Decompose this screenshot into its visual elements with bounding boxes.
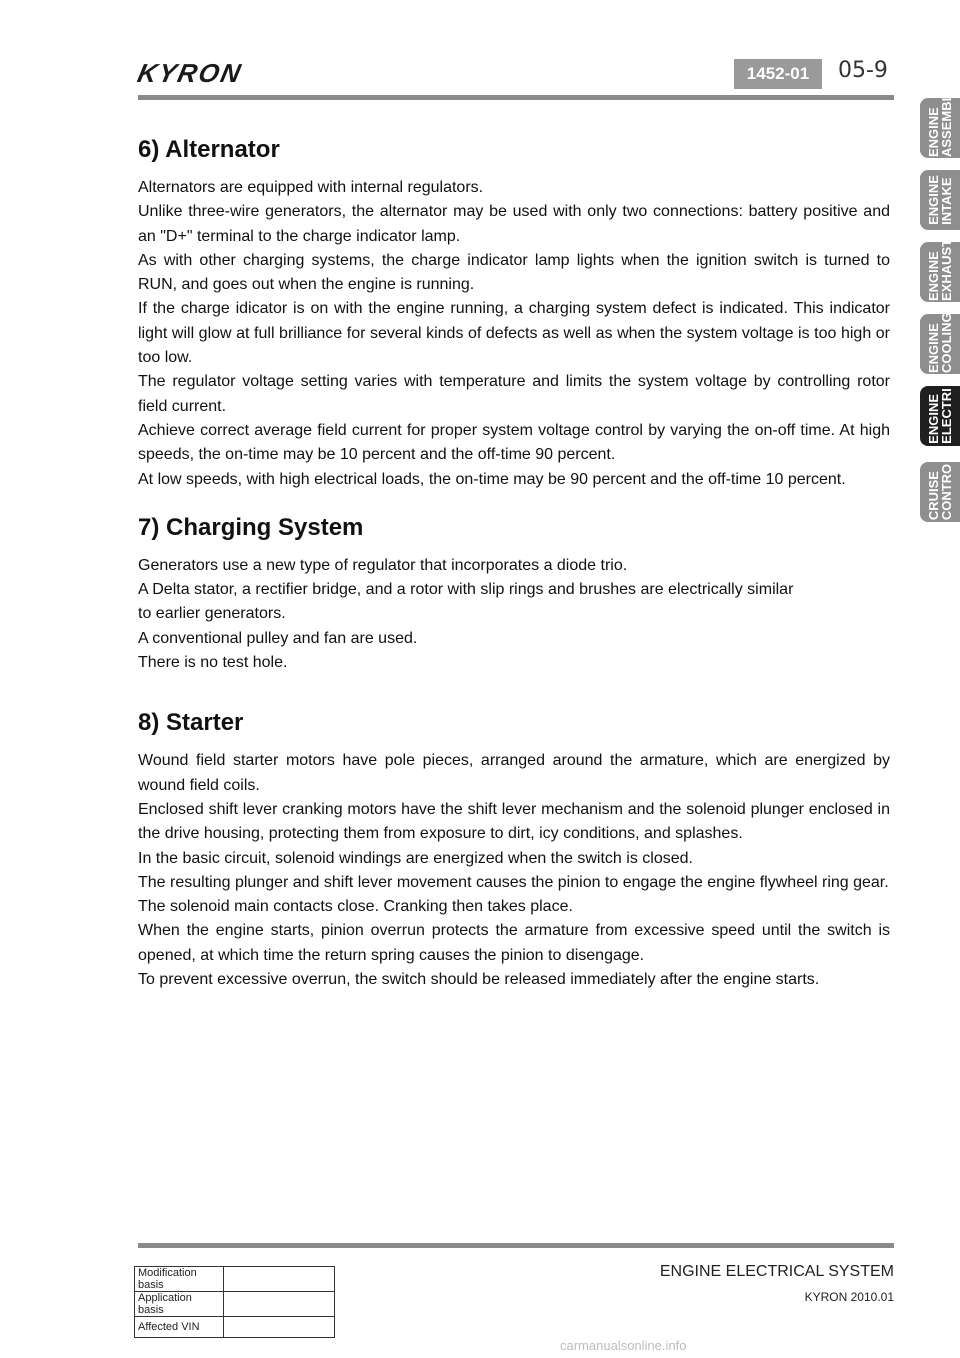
paragraph: To prevent excessive overrun, the switch should be released immediately after the engine starts. bbox=[138, 971, 820, 989]
paragraph: At low speeds, with high electrical loads, the on-time may be 90 percent and the off-time 10 percent. bbox=[138, 470, 846, 488]
section-alternator bbox=[138, 130, 890, 492]
table-value bbox=[224, 1292, 335, 1317]
paragraph: Enclosed shift lever cranking motors have the shift lever mechanism and the solenoid plunger enclosed in the drive housing, protecting them from exposure to dirt, icy conditions, and splashes. bbox=[138, 800, 890, 843]
paragraph: Achieve correct average field current for proper system voltage control by varying the on-off time. At high speeds, the on-time may be 10 percent and the off-time 90 percent. bbox=[138, 421, 890, 464]
tab-label-line2: ASSEMBL bbox=[939, 93, 954, 157]
section-heading: 8) Starter bbox=[138, 709, 244, 737]
section-starter bbox=[138, 703, 890, 992]
watermark: carmanualsonline.info bbox=[560, 1338, 687, 1353]
tab-label-line1: ENGINE bbox=[926, 393, 941, 444]
tab-label-line2: INTAKE bbox=[939, 177, 954, 225]
table-label: Affected VIN bbox=[135, 1317, 224, 1338]
paragraph: Wound field starter motors have pole pieces, arranged around the armature, which are energized by wound field coils. bbox=[138, 752, 890, 794]
table-row bbox=[135, 1292, 335, 1317]
footer-title: ENGINE ELECTRICAL SYSTEM bbox=[659, 1263, 894, 1280]
tab-label-line1: ENGINE bbox=[926, 107, 941, 157]
section-charging-system bbox=[138, 508, 890, 675]
tab-label-line1: CRUISE bbox=[926, 471, 941, 521]
paragraph: A Delta stator, a rectifier bridge, and a rotor with slip rings and brushes are electrically similar bbox=[138, 581, 794, 599]
paragraph: Alternators are equipped with internal regulators. bbox=[138, 179, 484, 196]
tab-engine-intake[interactable] bbox=[920, 170, 960, 230]
paragraph: A conventional pulley and fan are used. bbox=[138, 629, 418, 647]
table-label: Application basis bbox=[135, 1292, 224, 1317]
tab-label-line1: ENGINE bbox=[926, 175, 941, 225]
table-label: Modification basis bbox=[135, 1267, 224, 1292]
footer-subtitle: KYRON 2010.01 bbox=[804, 1290, 894, 1304]
paragraph: There is no test hole. bbox=[138, 654, 288, 672]
tab-engine-exhaust[interactable] bbox=[920, 238, 960, 302]
table-row bbox=[135, 1267, 335, 1292]
paragraph: Generators use a new type of regulator that incorporates a diode trio. bbox=[138, 556, 628, 574]
section-heading: 6) Alternator bbox=[138, 136, 280, 163]
tab-engine-cooling[interactable] bbox=[920, 314, 960, 374]
tab-cruise-control[interactable] bbox=[920, 462, 960, 522]
paragraph: Unlike three-wire generators, the alternator may be used with only two connections: battery positive and an "D+" terminal to the charge indicator lamp. bbox=[138, 203, 890, 245]
tab-label-line2: CONTRO bbox=[939, 463, 954, 521]
paragraph: The regulator voltage setting varies with temperature and limits the system voltage by controlling rotor field current. bbox=[138, 373, 890, 415]
paragraph: The resulting plunger and shift lever movement causes the pinion to engage the engine flywheel ring gear. bbox=[138, 873, 889, 891]
table-value bbox=[224, 1267, 335, 1292]
tab-label-line2: ELECTRI bbox=[939, 388, 954, 444]
table-row bbox=[135, 1317, 335, 1338]
document-code-badge: 1452-01 bbox=[734, 59, 822, 89]
page-number: 05-9 bbox=[838, 58, 888, 83]
section-heading: 7) Charging System bbox=[138, 513, 364, 541]
paragraph: If the charge idicator is on with the engine running, a charging system defect is indicated. This indicator light will glow at full brilliance for several kinds of defects as well as when the system voltage is too high or too low. bbox=[138, 300, 890, 367]
tab-label-line1: ENGINE bbox=[926, 323, 941, 373]
tab-engine-electrical[interactable] bbox=[920, 386, 960, 446]
paragraph: to earlier generators. bbox=[138, 605, 286, 623]
tab-label-line2: COOLING bbox=[939, 312, 954, 373]
paragraph: The solenoid main contacts close. Cranking then takes place. bbox=[138, 898, 573, 916]
footer-divider bbox=[138, 1243, 894, 1248]
tab-engine-assembly[interactable] bbox=[920, 93, 960, 158]
header-divider bbox=[138, 95, 894, 100]
tab-label-line1: ENGINE bbox=[926, 251, 941, 301]
table-value bbox=[224, 1317, 335, 1338]
kyron-logo: KYRON bbox=[134, 58, 246, 88]
paragraph: As with other charging systems, the charge indicator lamp lights when the ignition switch is turned to RUN, and goes out when the engine is running. bbox=[138, 251, 890, 294]
paragraph: In the basic circuit, solenoid windings are energized when the switch is closed. bbox=[138, 849, 693, 867]
modification-table bbox=[134, 1266, 335, 1338]
main-content bbox=[138, 130, 890, 992]
tab-label-line2: EXHAUST bbox=[939, 238, 954, 301]
paragraph: When the engine starts, pinion overrun protects the armature from excessive speed until the switch is opened, at which time the return spring causes the pinion to disengage. bbox=[138, 922, 890, 964]
